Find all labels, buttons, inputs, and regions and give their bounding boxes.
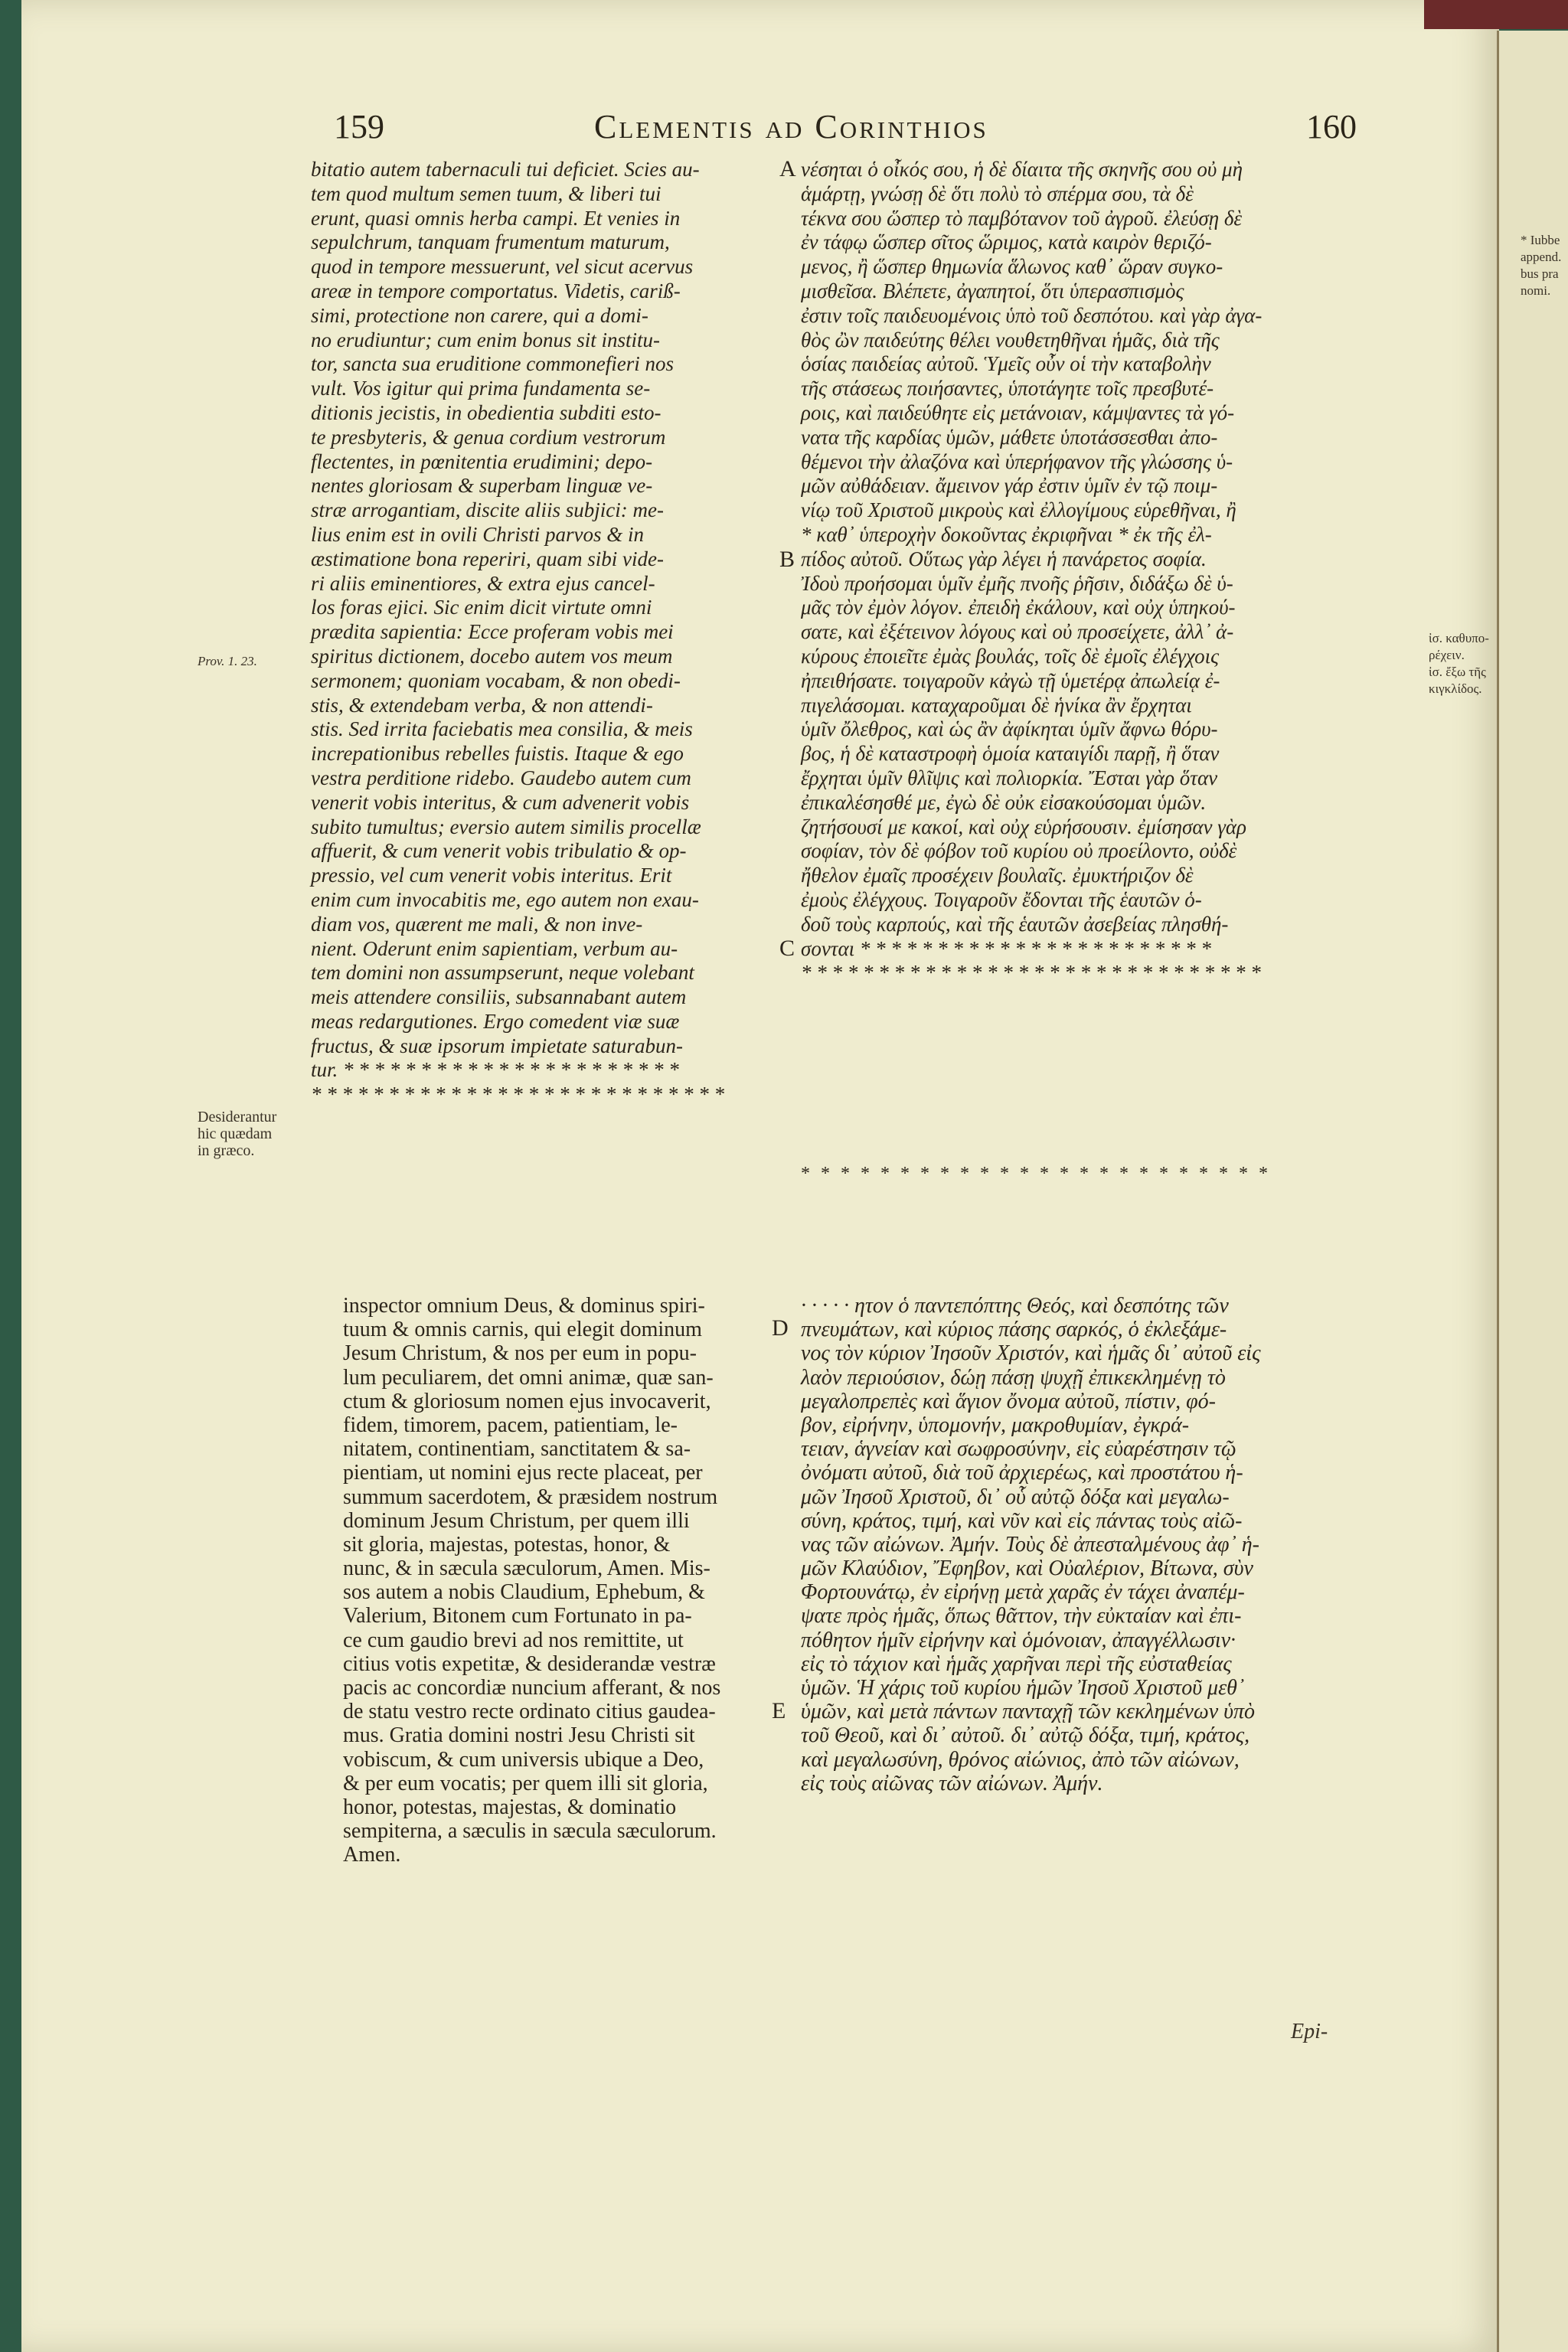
latin-line: sepulchrum, tanquam frumentum maturum, xyxy=(311,230,670,254)
latin-line: areæ in tempore comportatus. Videtis, cariß- xyxy=(311,279,681,302)
latin-line: de statu vestro recte ordinato citius gaudea- xyxy=(343,1700,716,1724)
latin-line: bitatio autem tabernaculi tui deficiet. Scies au- xyxy=(311,158,700,181)
latin-line: nentes gloriosam & superbam linguæ ve- xyxy=(311,474,653,498)
lacuna-stars: * * * * * * * * * * * * * * * * * * * * * * * * xyxy=(801,1164,1271,1184)
latin-line: æstimatione bona reperiri, quam sibi vide- xyxy=(311,547,664,570)
latin-line: diam vos, quærent me mali, & non inve- xyxy=(311,912,643,936)
latin-line: nitatem, continentiam, sanctitatem & sa- xyxy=(343,1437,691,1462)
latin-line: lius enim est in ovili Christi parvos & in xyxy=(311,522,645,546)
latin-text-bottom xyxy=(343,1294,720,1867)
latin-line: summum sacerdotem, & præsidem nostrum xyxy=(343,1485,718,1509)
latin-line: stræ arrogantiam, discite aliis subjici: me- xyxy=(311,498,664,522)
greek-line: * * * * * * * * * * * * * * * * * * * * * * * * * * * * * * xyxy=(801,961,1261,985)
greek-line: ἔρχηται ὑμῖν θλῖψις καὶ πολιορκία. Ἔσται γὰρ ὅταν xyxy=(801,766,1218,789)
greek-line: πόθητον ἡμῖν εἰρήνην καὶ ὁμόνοιαν, ἀπαγγέλλωσιν· xyxy=(801,1628,1236,1652)
greek-line: νίῳ τοῦ Χριστοῦ μικροὺς καὶ ἐλλογίμους εὑρεθῆναι, ἢ xyxy=(801,498,1236,522)
catchword: Epi- xyxy=(1291,2020,1328,2043)
margin-note-1: Desiderantur xyxy=(198,1109,277,1125)
latin-line: ditionis jecistis, in obedientia subditi esto- xyxy=(311,400,662,424)
greek-line: ροις, καὶ παιδεύθητε εἰς μετάνοιαν, κάμψαντες τὰ γό- xyxy=(801,400,1235,424)
latin-line: vobiscum, & cum universis ubique a Deo, xyxy=(343,1747,704,1772)
latin-line: tor, sancta sua eruditione commonefieri nos xyxy=(311,352,674,376)
greek-line: μῶν Ἰησοῦ Χριστοῦ, δι᾽ οὗ αὐτῷ δόξα καὶ μεγαλω- xyxy=(801,1485,1230,1509)
greek-line: πιγελάσομαι. καταχαροῦμαι δὲ ἡνίκα ἂν ἔρχηται xyxy=(801,693,1192,717)
latin-line: sempiterna, a sæculis in sæcula sæculorum. xyxy=(343,1819,717,1844)
latin-line: sos autem a nobis Claudium, Ephebum, & xyxy=(343,1580,705,1605)
latin-line: tur. * * * * * * * * * * * * * * * * * * * * * * xyxy=(311,1058,679,1082)
greek-line: · · · · · ητον ὁ παντεπόπτης Θεός, καὶ δεσπότης τῶν xyxy=(801,1294,1229,1318)
latin-line: affuerit, & cum venerit vobis tribulatio & op- xyxy=(311,839,687,863)
section-letter-d: D xyxy=(772,1315,789,1341)
latin-line: * * * * * * * * * * * * * * * * * * * * * * * * * * * xyxy=(311,1083,724,1106)
latin-line: increpationibus rebelles fuistis. Itaque & ego xyxy=(311,742,684,766)
latin-line: tem domini non assumpserunt, neque volebant xyxy=(311,961,694,985)
binding-strip xyxy=(1424,0,1568,29)
scripture-reference: Prov. 1. 23. xyxy=(198,654,257,668)
greek-text-bottom xyxy=(801,1294,1260,1795)
greek-line: σοφίαν, τὸν δὲ φόβον τοῦ κυρίου οὐ προείλοντο, οὐδὲ xyxy=(801,839,1237,863)
greek-line: ὑμῶν. Ἡ χάρις τοῦ κυρίου ἡμῶν Ἰησοῦ Χριστοῦ μεθ᾽ xyxy=(801,1676,1245,1700)
greek-line: εἰς τὸ τάχιον καὶ ἡμᾶς χαρῆναι περὶ τῆς εὐσταθείας xyxy=(801,1651,1232,1676)
latin-line: pientiam, ut nomini ejus recte placeat, per xyxy=(343,1461,703,1485)
latin-line: no erudiuntur; cum enim bonus sit institu- xyxy=(311,328,660,351)
section-letter-b: B xyxy=(779,547,795,572)
latin-line: mus. Gratia domini nostri Jesu Christi sit xyxy=(343,1723,695,1748)
greek-line: εἰς τοὺς αἰῶνας τῶν αἰώνων. Ἀμήν. xyxy=(801,1771,1103,1795)
latin-line: meas redargutiones. Ergo comedent viæ suæ xyxy=(311,1009,680,1033)
latin-line: fructus, & suæ ipsorum impietate saturabun- xyxy=(311,1034,684,1057)
latin-line: vult. Vos igitur qui prima fundamenta se- xyxy=(311,377,651,400)
greek-line: ἤθελον ἐμαῖς προσέχειν βουλαῖς. ἐμυκτήριζον δὲ xyxy=(801,864,1194,887)
latin-line: tuum & omnis carnis, qui elegit dominum xyxy=(343,1318,702,1342)
section-letter-c: C xyxy=(779,936,795,961)
greek-line: τοῦ Θεοῦ, καὶ δι᾽ αὐτοῦ. δι᾽ αὐτῷ δόξα, τιμή, κράτος, xyxy=(801,1723,1250,1748)
greek-line: μῶν αὐθάδειαν. ἄμεινον γάρ ἐστιν ὑμῖν ἐν τῷ ποιμ- xyxy=(801,474,1218,498)
greek-line: * καθ᾽ ὑπεροχὴν δοκοῦντας ἐκριφῆναι * ἐκ τῆς ἐλ- xyxy=(801,522,1212,546)
latin-line: sermonem; quoniam vocabam, & non obedi- xyxy=(311,668,681,692)
greek-line: ὁσίας παιδείας αὐτοῦ. Ὑμεῖς οὖν οἱ τὴν καταβολὴν xyxy=(801,352,1211,376)
latin-line: citius votis expetitæ, & desiderandæ vestræ xyxy=(343,1651,716,1676)
latin-line: los foras ejici. Sic enim dicit virtute omni xyxy=(311,596,652,619)
greek-line: βον, εἰρήνην, ὑπομονήν, μακροθυμίαν, ἐγκρά- xyxy=(801,1413,1190,1437)
greek-line: πνευμάτων, καὶ κύριος πάσης σαρκός, ὁ ἐκλεξάμε- xyxy=(801,1318,1227,1342)
next-page-note-2: append. xyxy=(1521,250,1562,264)
greek-line: νος τὸν κύριον Ἰησοῦν Χριστόν, καὶ ἡμᾶς δι᾽ αὐτοῦ εἰς xyxy=(801,1341,1261,1366)
latin-line: ce cum gaudio brevi ad nos remittite, ut xyxy=(343,1628,684,1652)
latin-line: stis, & extendebam verba, & non attendi- xyxy=(311,693,653,717)
greek-line: μισθεῖσα. Βλέπετε, ἀγαπητοί, ὅτι ὑπερασπισμὸς xyxy=(801,279,1184,302)
latin-text-top xyxy=(311,158,724,1107)
margin-note-2: hic quædam xyxy=(198,1125,273,1142)
latin-line: honor, potestas, majestas, & dominatio xyxy=(343,1795,677,1819)
next-page-note-3: bus pra xyxy=(1521,266,1559,281)
greek-line: τειαν, ἁγνείαν καὶ σωφροσύνην, εἰς εὐαρέστησιν τῷ xyxy=(801,1437,1236,1462)
latin-line: fidem, timorem, pacem, patientiam, le- xyxy=(343,1413,678,1437)
greek-line: σύνη, κράτος, τιμή, καὶ νῦν καὶ εἰς πάντας τοὺς αἰῶ- xyxy=(801,1508,1243,1533)
greek-line: ἠπειθήσατε. τοιγαροῦν κἀγὼ τῇ ὑμετέρᾳ ἀπωλείᾳ ἐ- xyxy=(801,668,1220,692)
next-page-note-4: nomi. xyxy=(1521,283,1551,298)
next-page-edge xyxy=(1497,31,1568,2352)
book-page xyxy=(21,0,1499,2352)
latin-line: enim cum invocabitis me, ego autem non exau- xyxy=(311,887,699,911)
latin-line: subito tumultus; eversio autem similis procellæ xyxy=(311,815,701,838)
latin-line: venerit vobis interitus, & cum advenerit vobis xyxy=(311,790,690,814)
greek-line: νέσηται ὁ οἶκός σου, ἡ δὲ δίαιτα τῆς σκηνῆς σου οὐ μὴ xyxy=(801,158,1243,181)
section-letter-e: E xyxy=(772,1698,786,1723)
latin-line: ctum & gloriosum nomen ejus invocaverit, xyxy=(343,1389,711,1413)
latin-line: flectentes, in pœnitentia erudimini; depo- xyxy=(311,449,653,473)
greek-line: θέμενοι τὴν ἀλαζόνα καὶ ὑπερήφανον τῆς γλώσσης ὑ- xyxy=(801,449,1233,473)
greek-line: μᾶς τὸν ἐμὸν λόγον. ἐπειδὴ ἐκάλουν, καὶ οὐχ ὑπηκού- xyxy=(801,596,1236,619)
greek-line: ἐστιν τοῖς παιδευομένοις ὑπὸ τοῦ δεσπότου. καὶ γὰρ ἀγα- xyxy=(801,303,1263,327)
latin-line: Jesum Christum, & nos per eum in popu- xyxy=(343,1341,697,1366)
left-page-number: 159 xyxy=(334,108,384,145)
greek-line: μενος, ἢ ὥσπερ θημωνία ἅλωνος καθ᾽ ὥραν συγκο- xyxy=(801,255,1223,279)
latin-line: te presbyteris, & genua cordium vestrorum xyxy=(311,425,666,449)
greek-line: νας τῶν αἰώνων. Ἀμήν. Τοὺς δὲ ἀπεσταλμένους ἀφ᾽ ἡ- xyxy=(801,1532,1259,1557)
latin-line: erunt, quasi omnis herba campi. Et venies in xyxy=(311,206,681,230)
greek-line: σατε, καὶ ἐξέτεινον λόγους καὶ οὐ προσείχετε, ἀλλ᾽ ἀ- xyxy=(801,620,1234,644)
greek-line: ζητήσουσί με κακοί, καὶ οὐχ εὑρήσουσιν. ἐμίσησαν γὰρ xyxy=(801,815,1247,838)
latin-line: vestra perditione ridebo. Gaudebo autem cum xyxy=(311,766,691,789)
latin-line: simi, protectione non carere, qui a domi- xyxy=(311,303,648,327)
next-page-note-1: * Iubbe xyxy=(1521,233,1560,247)
greek-variant-4: κιγκλίδος. xyxy=(1429,681,1482,696)
latin-line: dominum Jesum Christum, per quem illi xyxy=(343,1508,690,1533)
latin-line: inspector omnium Deus, & dominus spiri- xyxy=(343,1294,705,1318)
greek-line: λαὸν περιούσιον, δώῃ πάσῃ ψυχῇ ἐπικεκλημένῃ τὸ xyxy=(801,1365,1226,1390)
greek-line: δοῦ τοὺς καρπούς, καὶ τῆς ἑαυτῶν ἀσεβείας πλησθή- xyxy=(801,912,1229,936)
greek-variant-2: ρέχειν. xyxy=(1429,648,1465,662)
greek-line: Φορτουνάτῳ, ἐν εἰρήνῃ μετὰ χαρᾶς ἐν τάχει ἀναπέμ- xyxy=(801,1580,1245,1605)
greek-line: ψατε πρὸς ἡμᾶς, ὅπως θᾶττον, τὴν εὐκταίαν καὶ ἐπι- xyxy=(801,1604,1242,1628)
greek-variant-1: ἰσ. καθυπο- xyxy=(1429,631,1489,645)
greek-line: νατα τῆς καρδίας ὑμῶν, μάθετε ὑποτάσσεσθαι ἀπο- xyxy=(801,425,1218,449)
greek-line: ἐν τάφῳ ὥσπερ σῖτος ὥριμος, κατὰ καιρὸν θεριζό- xyxy=(801,230,1212,254)
greek-line: ἐμοὺς ἐλέγχους. Τοιγαροῦν ἔδονται τῆς ἑαυτῶν ὁ- xyxy=(801,887,1202,911)
greek-line: κύρους ἐποιεῖτε ἐμὰς βουλάς, τοῖς δὲ ἐμοῖς ἐλέγχοις xyxy=(801,644,1220,668)
greek-line: Ἰδοὺ προήσομαι ὑμῖν ἐμῆς πνοῆς ῥῆσιν, διδάξω δὲ ὑ- xyxy=(801,571,1233,595)
latin-line: meis attendere consiliis, subsannabant autem xyxy=(311,985,687,1009)
latin-line: & per eum vocatis; per quem illi sit gloria, xyxy=(343,1771,708,1795)
latin-line: Valerium, Bitonem cum Fortunato in pa- xyxy=(343,1604,692,1628)
latin-line: spiritus dictionem, docebo autem vos meum xyxy=(311,644,673,668)
section-letter-a: A xyxy=(779,156,796,181)
latin-line: pacis ac concordiæ nuncium afferant, & nos xyxy=(343,1676,721,1700)
latin-line: ri aliis eminentiores, & extra ejus cancel- xyxy=(311,571,655,595)
greek-line: ἐπικαλέσησθέ με, ἐγὼ δὲ οὐκ εἰσακούσομαι ὑμῶν. xyxy=(801,790,1207,814)
greek-line: ἁμάρτῃ, γνώσῃ δὲ ὅτι πολὺ τὸ σπέρμα σου, τὰ δὲ xyxy=(801,181,1194,205)
right-page-number: 160 xyxy=(1306,108,1357,145)
latin-line: Amen. xyxy=(343,1843,401,1867)
greek-line: βος, ἡ δὲ καταστροφὴ ὁμοία καταιγίδι παρῇ, ἢ ὅταν xyxy=(801,742,1220,766)
greek-line: τέκνα σου ὥσπερ τὸ παμβότανον τοῦ ἀγροῦ. ἐλεύσῃ δὲ xyxy=(801,206,1243,230)
greek-line: καὶ μεγαλωσύνη, θρόνος αἰώνιος, ἀπὸ τῶν αἰώνων, xyxy=(801,1747,1240,1772)
greek-line: ὑμῖν ὄλεθρος, καὶ ὡς ἂν ἀφίκηται ὑμῖν ἄφνω θόρυ- xyxy=(801,717,1218,741)
margin-note-3: in græco. xyxy=(198,1142,255,1159)
latin-line: pressio, vel cum venerit vobis interitus. Erit xyxy=(311,864,672,887)
latin-line: lum peculiarem, det omni animæ, quæ san- xyxy=(343,1365,714,1390)
latin-line: nunc, & in sæcula sæculorum, Amen. Mis- xyxy=(343,1557,710,1581)
latin-line: prædita sapientia: Ecce proferam vobis mei xyxy=(311,620,674,644)
latin-line: sit gloria, majestas, potestas, honor, & xyxy=(343,1532,671,1557)
greek-line: ὑμῶν, καὶ μετὰ πάντων πανταχῇ τῶν κεκλημένων ὑπὸ xyxy=(801,1700,1256,1724)
greek-text-top xyxy=(801,158,1262,985)
latin-line: nient. Oderunt enim sapientiam, verbum au- xyxy=(311,936,678,960)
latin-line: stis. Sed irrita faciebatis mea consilia, & meis xyxy=(311,717,693,741)
latin-line: tem quod multum semen tuum, & liberi tui xyxy=(311,181,662,205)
greek-line: θὸς ὢν παιδεύτης θέλει νουθετηθῆναι ἡμᾶς, διὰ τῆς xyxy=(801,328,1220,351)
greek-line: μῶν Κλαύδιον, Ἔφηβον, καὶ Οὐαλέριον, Βίτωνα, σὺν xyxy=(801,1557,1253,1581)
latin-line: quod in tempore messuerunt, vel sicut acervus xyxy=(311,255,694,279)
greek-line: μεγαλοπρεπὲς καὶ ἅγιον ὄνομα αὐτοῦ, πίστιν, φό- xyxy=(801,1389,1216,1413)
greek-line: σονται * * * * * * * * * * * * * * * * * * * * * * * xyxy=(801,936,1211,960)
greek-variant-3: ἰσ. ἔξω τῆς xyxy=(1429,665,1486,679)
greek-line: ὀνόματι αὐτοῦ, διὰ τοῦ ἀρχιερέως, καὶ προστάτου ἡ- xyxy=(801,1461,1243,1485)
greek-line: τῆς στάσεως ποιήσαντες, ὑποτάγητε τοῖς πρεσβυτέ- xyxy=(801,377,1214,400)
running-title: Clementis ad Corinthios xyxy=(594,108,988,145)
greek-line: πίδος αὐτοῦ. Οὕτως γὰρ λέγει ἡ πανάρετος σοφία. xyxy=(801,547,1207,570)
